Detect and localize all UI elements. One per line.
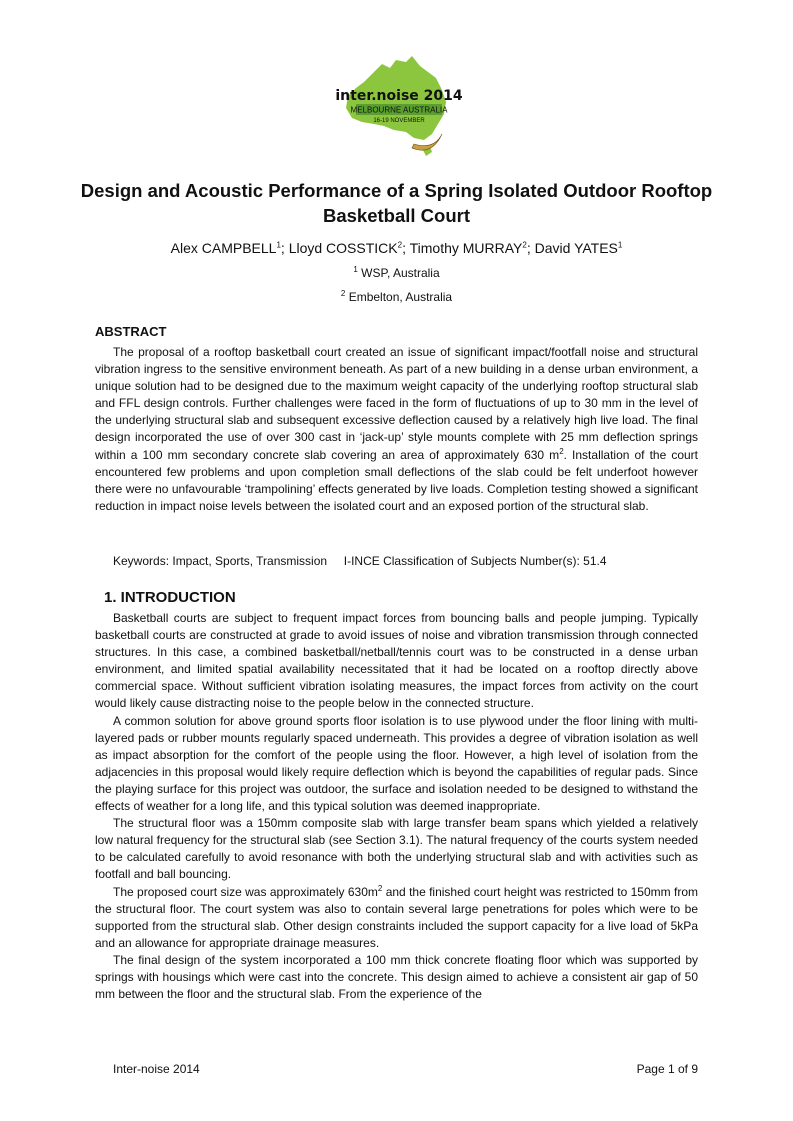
logo-dates-text: 16-19 NOVEMBER <box>373 118 425 124</box>
section-heading-introduction: 1. INTRODUCTION <box>104 589 236 606</box>
author-affiliation-marker: 2 <box>522 240 527 250</box>
abstract-heading: ABSTRACT <box>95 324 167 339</box>
affiliation-number: 1 <box>353 265 358 274</box>
author-name: Lloyd COSSTICK <box>288 240 398 256</box>
paragraph: A common solution for above ground sports floor isolation is to use plywood under the floor lining with multi-layered pads or rubber mounts regularly spaced underneath. This provides a degree of vibration isolation as well as impact absorption for the comfort of the people using the floor. However, a high level of isolation from the adjacencies in this proposal would likely require deflection which is beyond the capabilities of regular pads. Since the playing surface for this project was outdoor, the surface and isolation needed to be designed to withstand the effects of weather for a long life, and this typical solution was deemed inappropriate. <box>95 713 698 814</box>
footer-conference: Inter-noise 2014 <box>113 1062 200 1076</box>
keywords-line: Keywords: Impact, Sports, Transmission I-INCE Classification of Subjects Number(s): 51.4 <box>113 554 607 568</box>
author-affiliation-marker: 1 <box>617 240 623 250</box>
author-separator: ; <box>280 240 289 256</box>
footer-page-number: Page 1 of 9 <box>636 1062 698 1076</box>
paragraph <box>95 884 698 952</box>
author-name: Alex CAMPBELL <box>170 240 277 256</box>
author-separator: ; <box>526 240 535 256</box>
author-separator: ; <box>402 240 410 256</box>
paragraph: The structural floor was a 150mm composite slab with large transfer beam spans which yielded a relatively low natural frequency for the structural slab (see Section 3.1). The natural frequency of the courts system needed to be calculated carefully to avoid resonance with both the underlying structural slab and with activities such as footfall and ball bouncing. <box>95 816 698 882</box>
paragraph: Basketball courts are subject to frequent impact forces from bouncing balls and people jumping. Typically basketball courts are constructed at grade to avoid issues of noise and vibration transmission through connected structures. In this case, a combined basketball/netball/tennis court was to be constructed in a dense urban environment, and limited spatial availability necessitated that it had be located on a rooftop directly above commercial space. Without sufficient vibration isolating measures, the impact forces from activity on the court would likely cause distracting noise to the people below in the connected structure. <box>95 611 698 711</box>
paragraph-superscript: 2 <box>377 883 383 893</box>
author-affiliation-marker: 1 <box>276 240 281 250</box>
logo-brand-text: inter.noise 2014 <box>335 88 463 104</box>
affiliation-text: WSP, Australia <box>361 266 440 280</box>
introduction-body <box>95 610 698 1003</box>
logo-location-text: MELBOURNE AUSTRALIA <box>350 105 448 115</box>
author-list <box>60 240 733 256</box>
affiliation-number: 2 <box>340 289 346 298</box>
paper-title: Design and Acoustic Performance of a Spring Isolated Outdoor Rooftop Basketball Court <box>80 180 713 226</box>
affiliation-2 <box>60 290 733 304</box>
author-name: Timothy MURRAY <box>409 240 523 256</box>
paragraph-text-part-1: The proposed court size was approximately 630m <box>113 884 378 899</box>
abstract-text-part-1: The proposal of a rooftop basketball court created an issue of significant impact/footfall noise and structural vibration ingress to the sensitive environment beneath. As part of a new building in a dense urban environment, a unique solution had to be designed due to the maximum weight capacity of the underlying rooftop structural slab and FFL design controls. Further challenges were faced in the form of fluctuations of up to 30 mm in the level of the underlying structural slab and subsequent excessive deflection caused by a relatively high live load. The final design incorporated the use of over 300 cast in ‘jack-up’ style mounts complete with 25 mm deflection springs within a 100 mm secondary concrete slab covering an area of approximately 630 m <box>95 345 698 462</box>
conference-logo <box>334 52 464 162</box>
paragraph: The final design of the system incorporated a 100 mm thick concrete floating floor which was supported by springs with housings which were cast into the concrete. This design aimed to achieve a consistent air gap of 50 mm between the floor and the structural slab. From the experience of the <box>95 952 698 1002</box>
affiliation-text: Embelton, Australia <box>348 290 453 304</box>
paragraph-text-part-2: and the finished court height was restricted to 150mm from the structural floor. The court system was also to contain several large penetrations for poles which were to be supported from the structural slab. Other design constraints included the support capacity for a live load of 5kPa and an allowance for appropriate drainage measures. <box>95 884 698 950</box>
affiliation-1 <box>60 266 733 280</box>
author-name: David YATES <box>534 240 618 256</box>
abstract-text-part-2: . Installation of the court encountered few problems and upon completion small deflections of the slab could be felt underfoot however there were no unfavourable ‘trampolining’ effects generated by live loads. Completion testing showed a significant reduction in impact noise levels between the isolated court and an exposed portion of the structural slab. <box>95 447 699 513</box>
abstract-body <box>95 344 698 515</box>
author-affiliation-marker: 2 <box>397 240 403 250</box>
abstract-superscript: 2 <box>559 446 564 456</box>
